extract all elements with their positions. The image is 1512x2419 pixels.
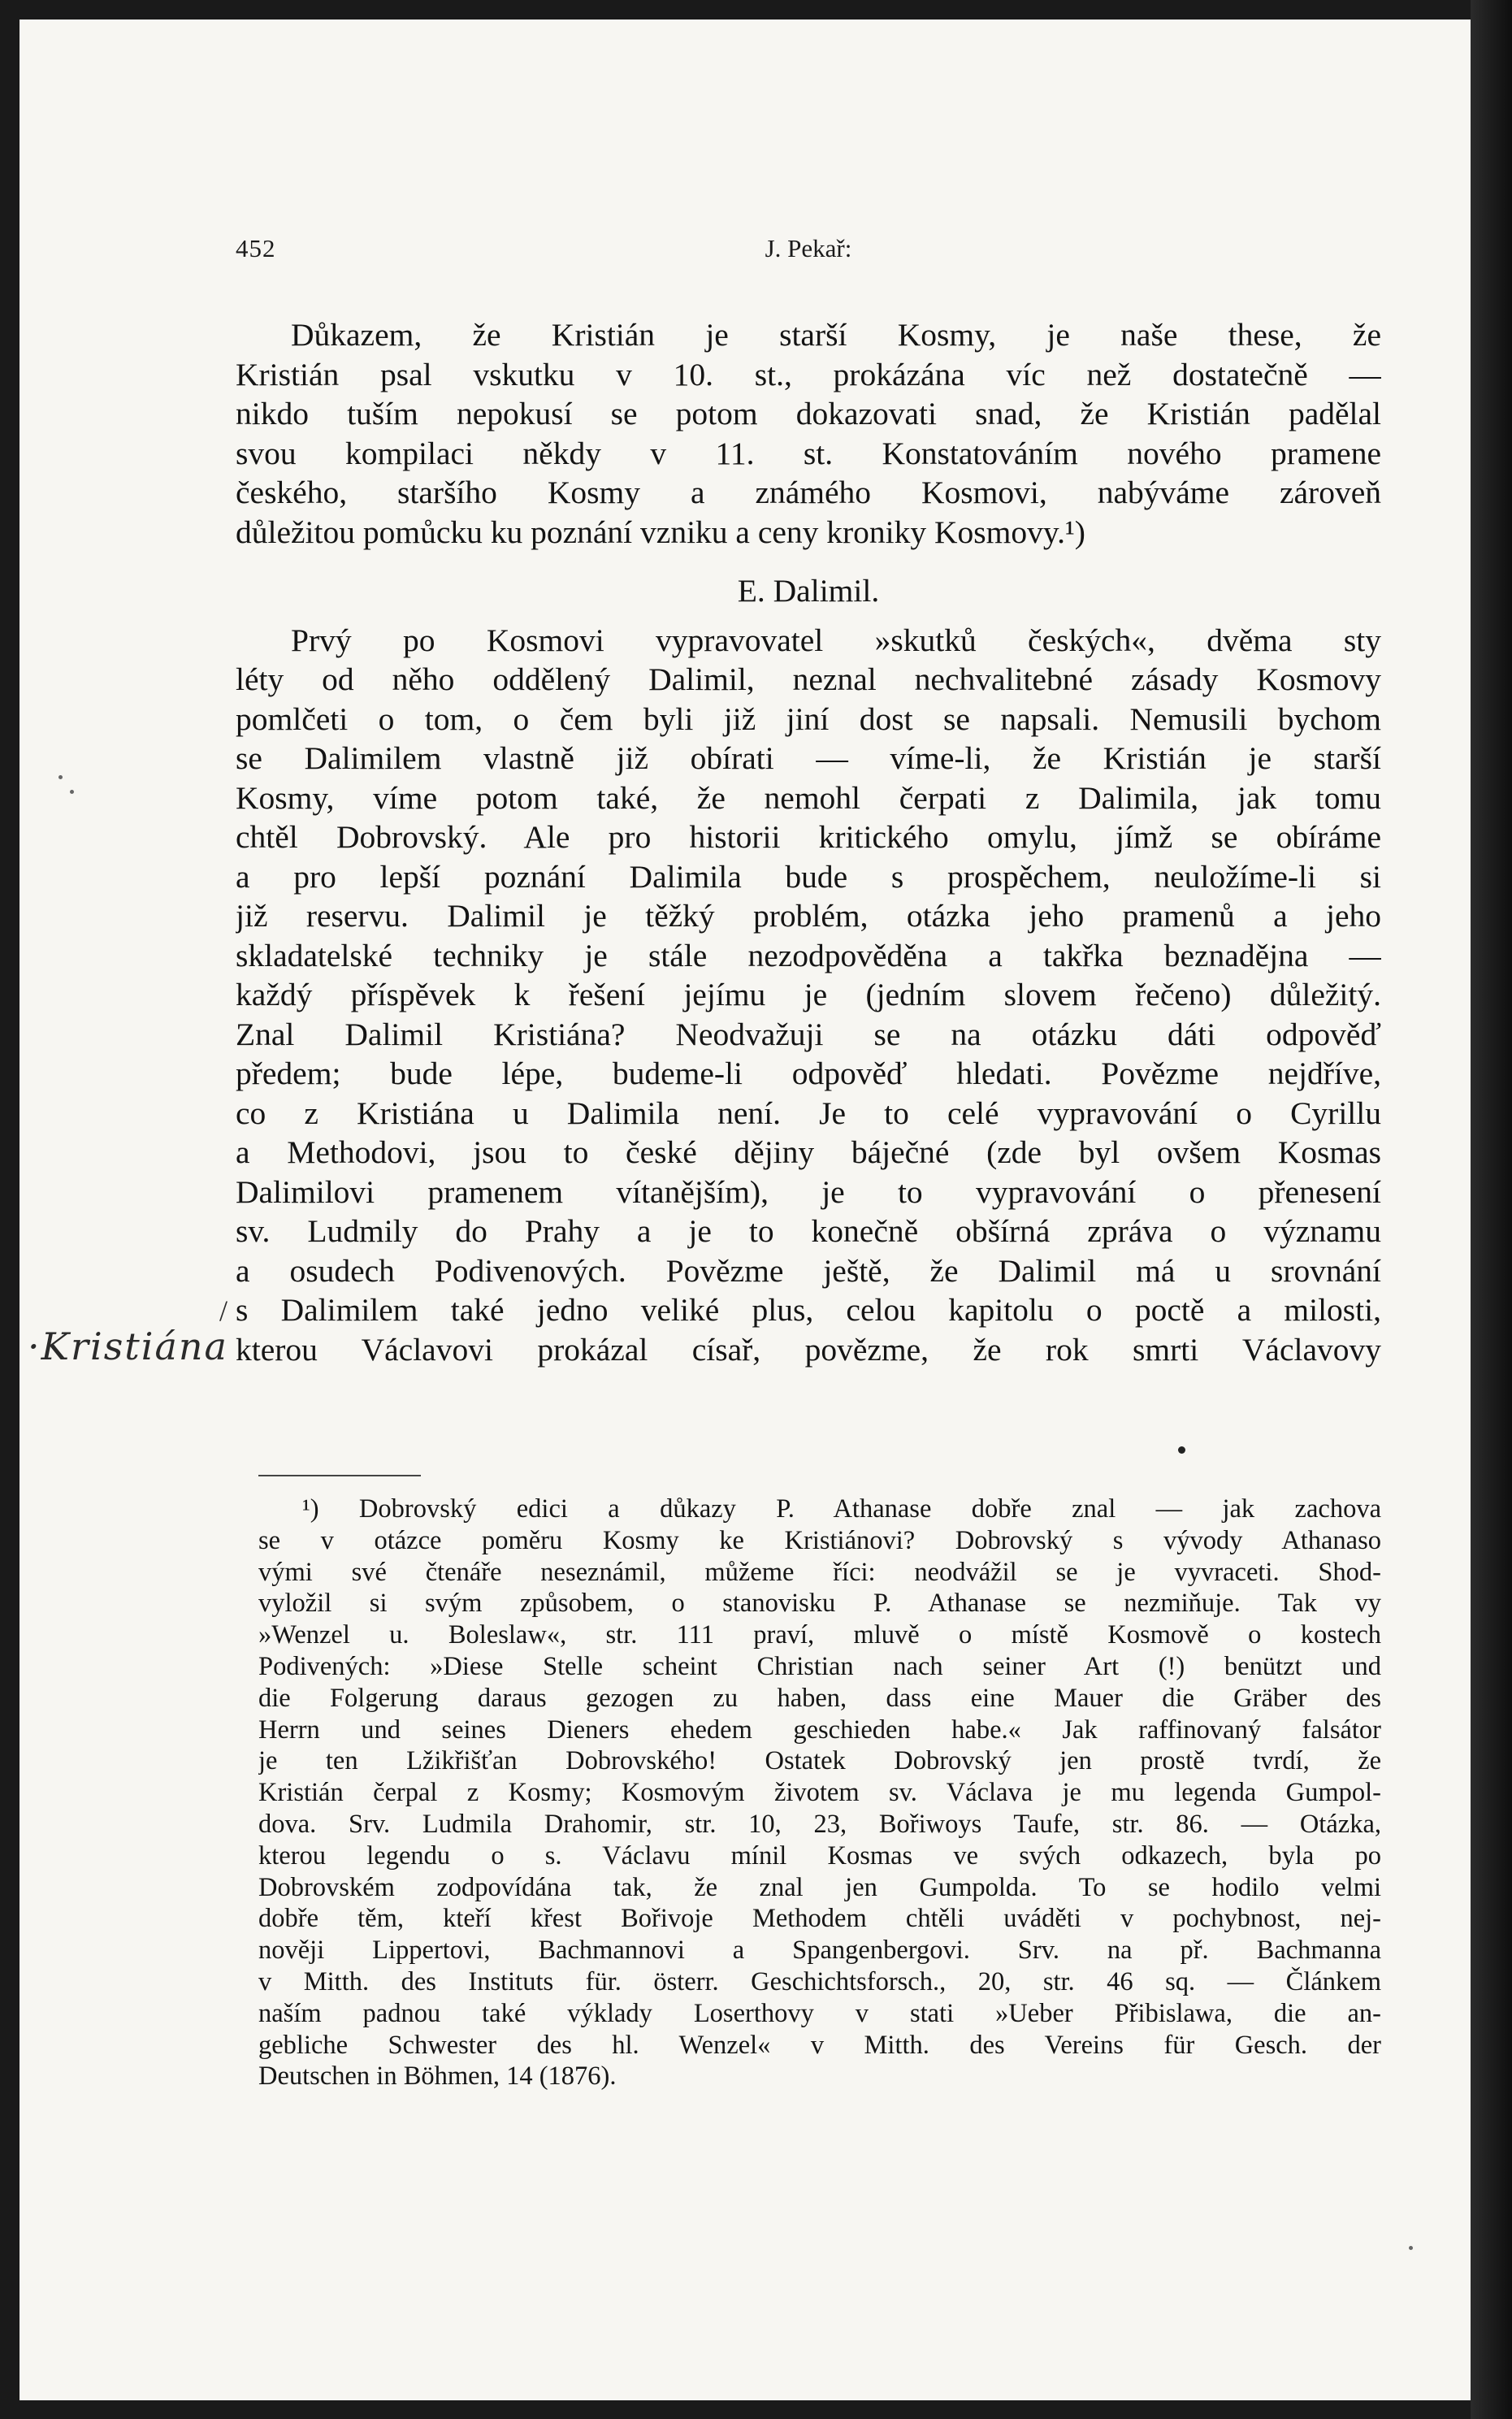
scan-speck [1409, 2246, 1413, 2250]
text-line: kterou Václavovi prokázal císař, povězme, že rok smrti Václavovy [236, 1331, 1381, 1368]
footnote [258, 1493, 1381, 2092]
footnote-line: Deutschen in Böhmen, 14 (1876). [258, 2061, 617, 2092]
text-line: pomlčeti o tom, o čem byli již jiní dost se napsali. Nemusili bychom [236, 700, 1381, 737]
footnote-line: vými své čtenáře neseznámil, můžeme říci: neodvážil se je vyvraceti. Shod- [258, 1557, 1381, 1587]
text-line: každý příspěvek k řešení jejímu je (jedním slovem řečeno) důležitý. [236, 977, 1381, 1012]
scan-speck [58, 775, 63, 779]
text-line: Prvý po Kosmovi vypravovatel »skutků českých«, dvěma sty [291, 622, 1381, 658]
footnote-line: je ten Lžikřišťan Dobrovského! Ostatek Dobrovský jen prostě tvrdí, že [258, 1746, 1381, 1776]
footnote-line: nověji Lippertovi, Bachmannovi a Spangenbergovi. Srv. na př. Bachmanna [258, 1936, 1381, 1966]
text-line: českého, staršího Kosmy a známého Kosmovi, nabýváme zároveň [236, 475, 1381, 510]
text-line: a pro lepší poznání Dalimila bude s prospěchem, neuložíme-li si [236, 858, 1381, 895]
footnote-line: kterou legendu o s. Václavu mínil Kosmas ve svých odkazech, byla po [258, 1840, 1381, 1871]
text-line: Kosmy, víme potom také, že nemohl čerpati z Dalimila, jak tomu [236, 779, 1381, 816]
text-line: co z Kristiána u Dalimila není. Je to celé vypravování o Cyrillu [236, 1095, 1381, 1131]
text-line: Znal Dalimil Kristiána? Neodvažuji se na otázku dáti odpověď [236, 1016, 1381, 1052]
footnote-line: Dobrovském zodpovídána tak, že znal jen Gumpolda. To se hodilo velmi [258, 1872, 1381, 1902]
running-head: J. Pekař: [765, 234, 852, 262]
text-line: Kristián psal vskutku v 10. st., prokázána víc než dostatečně — [236, 356, 1381, 392]
footnote-rule [258, 1475, 421, 1476]
footnote-line: vyložil si svým způsobem, o stanovisku P. Athanase se nezmiňuje. Tak vy [258, 1589, 1381, 1619]
text-line: skladatelské techniky je stále nezodpověděna a takřka beznadějna — [236, 937, 1381, 973]
scan-speck [70, 790, 74, 794]
text-line: léty od něho oddělený Dalimil, neznal nechvalitebné zásady Kosmovy [236, 661, 1381, 697]
ink-dot [1178, 1446, 1185, 1454]
footnote-line: die Folgerung daraus gezogen zu haben, dass eine Mauer die Gräber des [258, 1683, 1381, 1713]
text-line: již reservu. Dalimil je těžký problém, otázka jeho pramenů a jeho [236, 898, 1381, 934]
footnote-line: v Mitth. des Instituts für. österr. Geschichtsforsch., 20, str. 46 sq. — Článkem [258, 1966, 1381, 1996]
margin-tick-mark: / [219, 1294, 228, 1327]
section-heading: E. Dalimil. [737, 573, 880, 609]
text-line: předem; bude lépe, budeme-li odpověď hledati. Povězme nejdříve, [236, 1056, 1381, 1091]
footnote-line: Kristián čerpal z Kosmy; Kosmovým životem sv. Václava je mu legenda Gumpol- [258, 1778, 1381, 1808]
text-line: se Dalimilem vlastně již obírati — víme-li, že Kristián je starší [236, 740, 1381, 776]
footnote-line: Herrn und seines Dieners ehedem geschieden habe.« Jak raffinovaný falsátor [258, 1715, 1381, 1745]
text-line: chtěl Dobrovský. Ale pro historii kritického omylu, jímž se obíráme [236, 819, 1381, 855]
footnote-line: naším padnou také výklady Loserthovy v stati »Ueber Přibislawa, die an- [258, 1998, 1381, 2028]
footnote-line: gebliche Schwester des hl. Wenzel« v Mitth. des Vereins für Gesch. der [258, 2030, 1381, 2060]
text-line: a osudech Podivenových. Povězme ještě, že Dalimil má u srovnání [236, 1252, 1381, 1289]
main-text [236, 315, 1381, 1369]
footnote-line: »Wenzel u. Boleslaw«, str. 111 praví, mluvě o místě Kosmově o kostech [258, 1620, 1381, 1650]
text-line: důležitou pomůcku ku poznání vzniku a ceny kroniky Kosmovy.¹) [236, 514, 1085, 550]
text-line: Důkazem, že Kristián je starší Kosmy, je naše these, že [291, 317, 1381, 353]
footnote-line: dova. Srv. Ludmila Drahomir, str. 10, 23, Bořiwoys Taufe, str. 86. — Otázka, [258, 1809, 1381, 1839]
footnote-line: ¹) Dobrovský edici a důkazy P. Athanase dobře znal — jak zachova [302, 1494, 1381, 1524]
page-number: 452 [236, 234, 276, 262]
text-line: s Dalimilem také jedno veliké plus, celou kapitolu o poctě a milosti, [236, 1292, 1381, 1328]
page-header [236, 234, 1381, 275]
footnote-line: se v otázce poměru Kosmy ke Kristiánovi? Dobrovský s vývody Athanaso [258, 1525, 1381, 1555]
text-line: svou kompilaci někdy v 11. st. Konstatováním nového pramene [236, 435, 1381, 471]
footnote-line: Podivených: »Diese Stelle scheint Christian nach seiner Art (!) benützt und [258, 1651, 1381, 1681]
text-line: Dalimilovi pramenem vítanějším), je to vypravování o přenesení [236, 1173, 1381, 1210]
handwritten-margin-note: ·Kristiána [28, 1324, 228, 1368]
footnote-line: dobře těm, kteří křest Bořivoje Methodem chtěli uváděti v pochybnost, nej- [258, 1904, 1381, 1934]
scan-border [1471, 0, 1512, 2419]
text-line: nikdo tuším nepokusí se potom dokazovati snad, že Kristián padělal [236, 396, 1381, 431]
text-line: a Methodovi, jsou to české dějiny báječné (zde byl ovšem Kosmas [236, 1134, 1381, 1170]
text-line: sv. Ludmily do Prahy a je to konečně obšírná zpráva o významu [236, 1213, 1381, 1249]
